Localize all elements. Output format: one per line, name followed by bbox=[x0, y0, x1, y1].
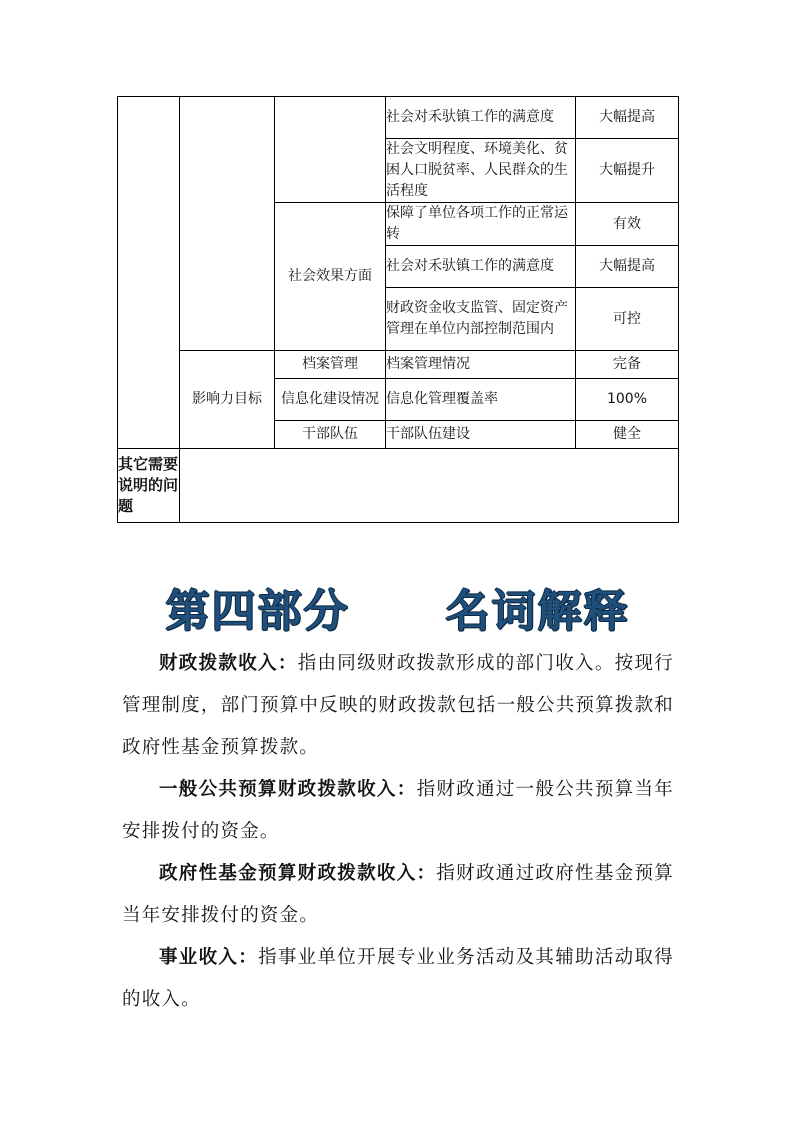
table-row bbox=[118, 449, 679, 523]
value-cell: 100% bbox=[576, 379, 679, 421]
value-cell: 有效 bbox=[576, 203, 679, 246]
glossary-entry bbox=[122, 643, 674, 769]
indicator-cell: 档案管理情况 bbox=[386, 351, 576, 379]
indicator-cell: 财政资金收支监管、固定资产管理在单位内部控制范围内 bbox=[386, 288, 576, 351]
other-issues-value bbox=[180, 449, 679, 523]
glossary-entry bbox=[122, 853, 674, 937]
social-effect-cell: 社会效果方面 bbox=[275, 203, 386, 351]
table-row bbox=[118, 351, 679, 379]
glossary-definition: 指财政通过政府性基金预算当年安排拨付的资金。 bbox=[122, 863, 674, 926]
indicator-cell: 干部队伍建设 bbox=[386, 421, 576, 449]
glossary-definition: 指由同级财政拨款形成的部门收入。按现行管理制度，部门预算中反映的财政拨款包括一般公共预算拨款和政府性基金预算拨款。 bbox=[122, 653, 674, 758]
value-cell: 大幅提高 bbox=[576, 97, 679, 139]
archive-management-cell: 档案管理 bbox=[275, 351, 386, 379]
value-cell: 大幅提升 bbox=[576, 139, 679, 203]
influence-target-cell: 影响力目标 bbox=[180, 351, 275, 449]
aspect-cell bbox=[275, 97, 386, 203]
glossary bbox=[122, 643, 674, 1021]
section-title-left: 第四部分 bbox=[165, 586, 350, 637]
glossary-definition: 指事业单位开展专业业务活动及其辅助活动取得的收入。 bbox=[122, 947, 674, 1010]
glossary-term: 一般公共预算财政拨款收入： bbox=[159, 779, 417, 800]
value-cell: 可控 bbox=[576, 288, 679, 351]
glossary-term: 财政拨款收入： bbox=[159, 653, 298, 674]
performance-table bbox=[117, 96, 679, 523]
sub-category-cell bbox=[180, 97, 275, 351]
section-title bbox=[117, 575, 678, 639]
it-construction-cell: 信息化建设情况 bbox=[275, 379, 386, 421]
glossary-term: 政府性基金预算财政拨款收入： bbox=[159, 863, 437, 884]
glossary-entry bbox=[122, 769, 674, 853]
section-title-right: 名词解释 bbox=[445, 586, 630, 637]
indicator-cell: 信息化管理覆盖率 bbox=[386, 379, 576, 421]
table-row bbox=[118, 97, 679, 139]
value-cell: 完备 bbox=[576, 351, 679, 379]
value-cell: 大幅提高 bbox=[576, 246, 679, 288]
glossary-definition: 指财政通过一般公共预算当年安排拨付的资金。 bbox=[122, 779, 674, 842]
category-cell bbox=[118, 97, 180, 449]
indicator-cell: 社会文明程度、环境美化、贫困人口脱贫率、人民群众的生活程度 bbox=[386, 139, 576, 203]
indicator-cell: 社会对禾驮镇工作的满意度 bbox=[386, 246, 576, 288]
indicator-cell: 保障了单位各项工作的正常运转 bbox=[386, 203, 576, 246]
indicator-cell: 社会对禾驮镇工作的满意度 bbox=[386, 97, 576, 139]
cadre-team-cell: 干部队伍 bbox=[275, 421, 386, 449]
value-cell: 健全 bbox=[576, 421, 679, 449]
other-issues-label: 其它需要说明的问题 bbox=[118, 449, 180, 523]
glossary-entry bbox=[122, 937, 674, 1021]
glossary-term: 事业收入： bbox=[159, 947, 259, 968]
